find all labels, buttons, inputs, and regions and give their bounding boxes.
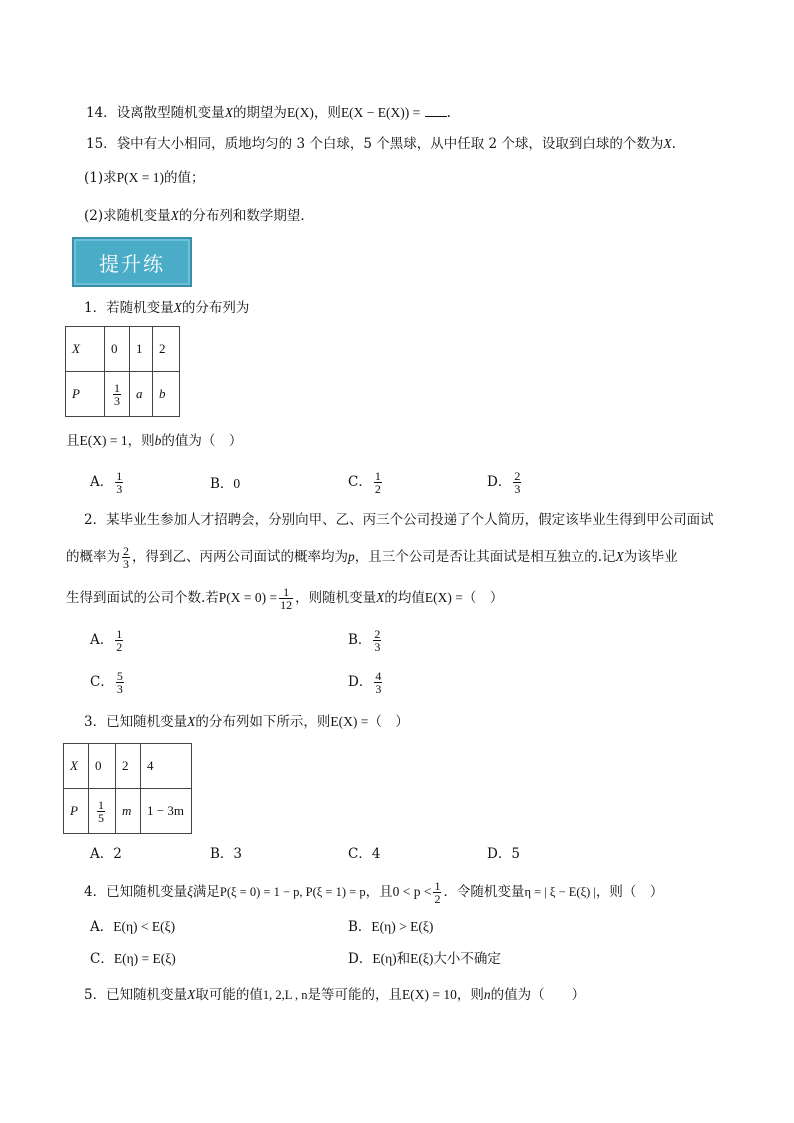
table-cell: 1 [130, 327, 153, 372]
math-expr: E(η)和E(ξ) [372, 951, 434, 966]
table-cell: 0 [89, 744, 116, 789]
fraction [374, 670, 382, 695]
question-number: 1． [84, 300, 107, 316]
numerator: 1 [283, 585, 290, 599]
question-text: 是等可能的，且 [307, 987, 403, 1003]
table-cell: m [116, 789, 141, 834]
option-a[interactable] [90, 470, 125, 495]
question-text: (2)求随机变量 [84, 208, 171, 224]
problem-2-line-3 [66, 586, 503, 611]
fraction [116, 670, 124, 695]
question-text: （ ） [368, 714, 409, 730]
numerator: 1 [98, 797, 104, 812]
question-number: 14． [86, 105, 117, 121]
math-expr: E(η) = E(ξ) [113, 951, 176, 966]
denominator: 3 [116, 482, 123, 496]
question-text: 已知随机变量 [106, 987, 188, 1003]
problem-3 [84, 712, 409, 732]
problem-2-line-2 [66, 545, 678, 570]
question-text: ，则 [127, 433, 155, 449]
question-text: 大小不确定 [433, 951, 501, 967]
question-text: 的值为（ ） [490, 987, 586, 1003]
question-text: 若随机变量 [106, 300, 174, 316]
math-var: X [187, 987, 196, 1002]
math-expr: 1, 2,L , n [262, 988, 308, 1002]
question-text: . [446, 105, 451, 121]
math-var: b [154, 433, 162, 448]
question-text: . [671, 136, 676, 152]
denominator: 3 [116, 682, 123, 696]
option-c[interactable] [348, 470, 384, 495]
option-key: A． [90, 474, 114, 490]
denominator: 3 [375, 682, 382, 696]
option-b[interactable]: B．3 [210, 846, 243, 862]
numerator: 1 [116, 627, 123, 641]
table-cell: 2 [153, 327, 180, 372]
numerator: 1 [114, 380, 120, 395]
question-text: 已知随机变量 [106, 884, 188, 900]
option-d[interactable]: D．5 [487, 846, 520, 862]
option-value: 0 [233, 476, 241, 491]
option-a[interactable] [90, 917, 175, 937]
question-text: 设离散型随机变量 [116, 105, 225, 121]
table-cell: 4 [141, 744, 192, 789]
question-text: 的分布列和数学期望． [178, 208, 314, 224]
question-text: 的期望为 [232, 105, 287, 121]
question-text: ．令随机变量 [443, 884, 525, 900]
question-number: 5． [84, 987, 107, 1003]
option-key: B． [348, 632, 372, 648]
denominator: 3 [123, 557, 129, 571]
question-text: 满足 [192, 884, 220, 900]
table-cell [105, 372, 130, 417]
question-text: ，得到乙、丙两公司面试的概率均为 [132, 549, 348, 565]
banner-label: 提升练 [99, 251, 165, 276]
option-key: D． [348, 674, 373, 690]
option-key: C． [348, 474, 372, 490]
numerator: 2 [374, 627, 381, 641]
math-var: X [173, 300, 182, 315]
section-banner [72, 237, 192, 287]
question-text: 且 [66, 433, 80, 449]
numerator: 1 [116, 469, 123, 483]
question-15 [86, 134, 676, 154]
denominator: 2 [434, 892, 441, 906]
question-15-part-2 [84, 206, 314, 226]
table-cell [89, 789, 116, 834]
fraction [433, 880, 441, 905]
table-cell: X [64, 744, 89, 789]
question-text: 某毕业生参加人才招聘会，分别向甲、乙、丙三个公司投递了个人简历，假定该毕业生得到甲公司面试 [106, 512, 714, 528]
denominator: 3 [514, 482, 521, 496]
math-var: p [348, 549, 355, 564]
question-number: 15． [86, 136, 117, 152]
math-expr: P(X = 0) = [218, 590, 278, 605]
distribution-table-3 [63, 743, 192, 834]
option-b[interactable] [348, 917, 433, 937]
question-text: 的概率为 [66, 549, 120, 565]
math-expr: E(X) = 10 [402, 987, 457, 1002]
question-text: 取可能的值 [195, 987, 263, 1003]
fraction [513, 470, 521, 495]
denominator: 5 [98, 810, 104, 825]
math-var: ξ [187, 884, 193, 899]
question-text: 已知随机变量 [106, 714, 188, 730]
option-key: B． [348, 919, 372, 935]
question-number: 2． [84, 512, 107, 528]
question-text: 的分布列为 [181, 300, 250, 316]
question-text: ，则随机变量 [295, 590, 377, 606]
denominator: 3 [374, 640, 381, 654]
table-cell: P [66, 372, 105, 417]
denominator: 2 [116, 640, 123, 654]
numerator: 2 [514, 469, 521, 483]
option-a[interactable] [90, 628, 125, 653]
option-key: C． [90, 951, 114, 967]
question-text: 的均值 [384, 590, 425, 606]
denominator: 2 [374, 482, 381, 496]
table-row [64, 789, 192, 834]
option-key: A． [90, 919, 114, 935]
table-cell: P [64, 789, 89, 834]
option-c[interactable] [90, 949, 176, 969]
math-var: X [187, 714, 196, 729]
fraction [279, 586, 293, 611]
math-expr: E(X) = [424, 590, 463, 605]
denominator: 12 [280, 598, 293, 612]
math-expr: E(X − E(X)) = [340, 105, 421, 120]
question-14 [86, 103, 451, 123]
option-d[interactable] [348, 949, 501, 969]
option-key: C． [90, 674, 114, 690]
numerator: 1 [374, 469, 381, 483]
fraction [115, 470, 123, 495]
math-var: X [615, 549, 624, 564]
numerator: 1 [434, 879, 441, 893]
math-expr: P(X = 1) [116, 170, 164, 185]
question-number: 4． [84, 884, 107, 900]
option-key: B． [210, 476, 234, 492]
fraction [97, 799, 105, 824]
question-text: 的值为（ ） [161, 433, 243, 449]
option-c[interactable]: C．4 [348, 846, 381, 862]
numerator: 4 [375, 669, 382, 683]
fraction [115, 628, 123, 653]
table-row [64, 744, 192, 789]
math-expr: 0 < p < [392, 884, 432, 899]
option-key: D． [487, 474, 512, 490]
question-text: 的分布列如下所示，则 [195, 714, 331, 730]
numerator: 2 [123, 544, 129, 558]
question-number: 3． [84, 714, 107, 730]
math-var: X [224, 105, 233, 120]
question-text: 袋中有大小相同，质地均匀的 3 个白球，5 个黑球，从中任取 2 个球，设取到白球的个数为 [116, 136, 664, 152]
option-key: D． [348, 951, 373, 967]
fraction [113, 382, 121, 407]
option-c[interactable] [90, 670, 126, 695]
option-d[interactable] [487, 470, 523, 495]
problem-5 [84, 985, 585, 1005]
table-cell: 0 [105, 327, 130, 372]
problem-1-condition [66, 431, 242, 451]
option-key: A． [90, 632, 114, 648]
fraction [373, 628, 381, 653]
question-text: ，则 [313, 105, 341, 121]
question-text: 生得到面试的公司个数.若 [66, 590, 219, 606]
math-expr: P(ξ = 0) = 1 − p, P(ξ = 1) = p [219, 885, 366, 899]
table-row [66, 372, 180, 417]
problem-1 [84, 298, 249, 318]
numerator: 5 [116, 669, 123, 683]
question-text: 为该毕业 [623, 549, 678, 565]
math-expr: E(X) [286, 105, 314, 120]
table-cell: X [66, 327, 105, 372]
denominator: 3 [114, 393, 120, 408]
answer-blank [425, 104, 447, 117]
distribution-table-1 [65, 326, 180, 417]
option-d[interactable] [348, 670, 384, 695]
question-text: ，且 [365, 884, 393, 900]
question-text: ，则 [456, 987, 484, 1003]
math-expr: E(X) = 1 [79, 433, 128, 448]
problem-2-line-1 [84, 510, 714, 530]
math-expr: η = | ξ − E(ξ) | [524, 885, 596, 899]
option-a[interactable]: A．2 [90, 846, 122, 862]
math-var: X [376, 590, 385, 605]
math-expr: E(X) = [330, 714, 369, 729]
question-text: ，且三个公司是否让其面试是相互独立的.记 [354, 549, 616, 565]
question-text: （ ） [462, 590, 504, 606]
fraction [374, 470, 382, 495]
problem-4 [84, 880, 663, 905]
math-var: X [170, 208, 179, 223]
question-15-part-1 [84, 168, 205, 188]
table-cell: 2 [116, 744, 141, 789]
question-text: (1)求 [84, 170, 117, 186]
table-row [66, 327, 180, 372]
math-expr: E(η) > E(ξ) [371, 919, 434, 934]
table-cell: 1 − 3m [141, 789, 192, 834]
option-b[interactable] [348, 628, 383, 653]
table-cell: a [130, 372, 153, 417]
math-expr: E(η) < E(ξ) [113, 919, 176, 934]
math-var: X [663, 136, 672, 151]
fraction [122, 545, 130, 570]
table-cell: b [153, 372, 180, 417]
math-var: n [483, 987, 491, 1002]
option-b[interactable] [210, 474, 240, 494]
question-text: ，则（ ） [595, 884, 664, 900]
question-text: 的值； [164, 170, 205, 186]
